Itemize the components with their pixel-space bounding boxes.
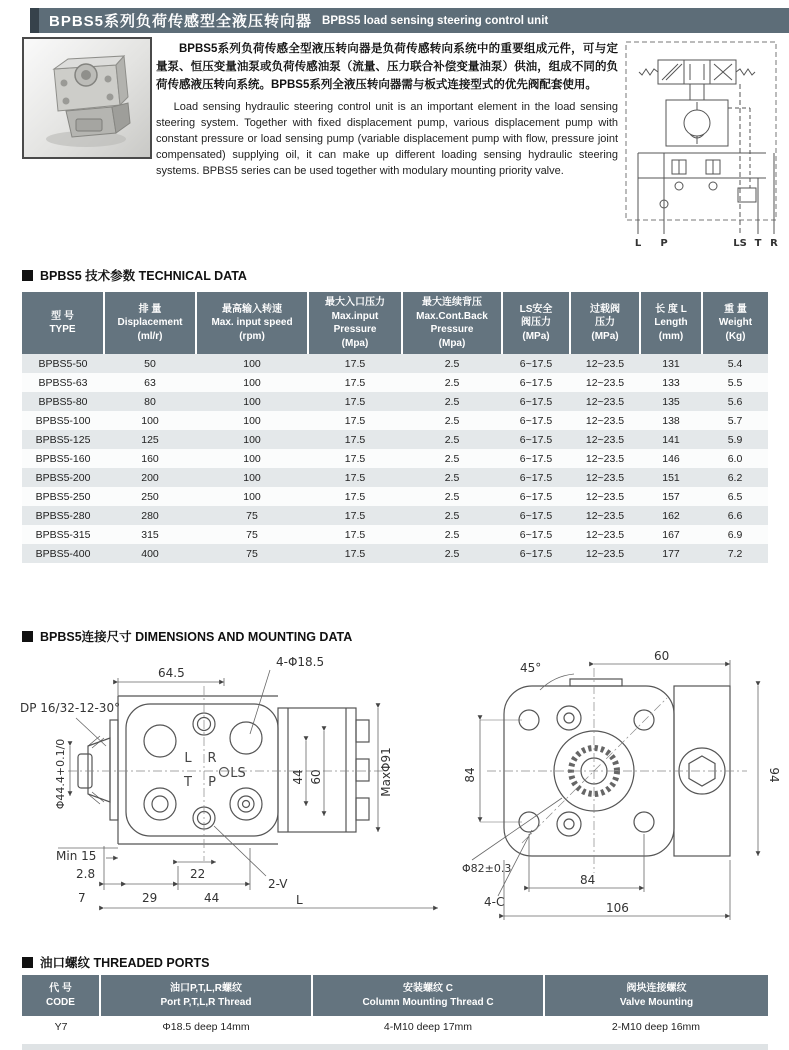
dim-84-bottom: 84 [580, 873, 596, 887]
table-cell: 75 [246, 528, 258, 541]
table-cell: BPBS5-200 [35, 471, 91, 484]
table-cell: 400 [141, 547, 159, 560]
table-cell: 6.0 [727, 452, 743, 465]
column-header: 油口P,T,L,R螺纹 Port P,T,L,R Thread [100, 975, 312, 1016]
dim-L: L [296, 893, 303, 907]
dim-22: 22 [190, 867, 206, 881]
table-row [22, 1044, 768, 1050]
table-cell: 100 [243, 433, 261, 446]
dim-4-holes: 4-Φ18.5 [276, 655, 325, 669]
table-cell: 100 [141, 414, 159, 427]
table-cell: 75 [246, 547, 258, 560]
column-header: 最高输入转速 Max. input speed (rpm) [196, 292, 308, 354]
table-cell: 6~17.5 [519, 433, 553, 446]
table-cell: BPBS5-63 [38, 376, 88, 389]
column-header: 过载阀 压力 (MPa) [570, 292, 640, 354]
column-header: 代 号 CODE [22, 975, 100, 1016]
table-row [22, 487, 768, 506]
table-cell: 17.5 [344, 547, 366, 560]
table-row [22, 506, 768, 525]
table-cell: 315 [141, 528, 159, 541]
table-cell: 6.6 [727, 509, 743, 522]
table-cell: 200 [141, 471, 159, 484]
table-cell: 100 [243, 414, 261, 427]
dim-44-vert: 44 [291, 769, 305, 785]
table-cell: 131 [662, 357, 680, 370]
table-cell: 6~17.5 [519, 452, 553, 465]
port-label-l: L [184, 751, 192, 766]
section-dimensions-title: BPBS5连接尺寸 DIMENSIONS AND MOUNTING DATA [40, 630, 353, 644]
column-header: 安装螺纹 C Column Mounting Thread C [312, 975, 544, 1016]
ports-header-row [22, 975, 768, 1016]
table-cell: 6.5 [727, 490, 743, 503]
table-cell: 5.6 [727, 395, 743, 408]
table-cell: 2.5 [444, 414, 460, 427]
port-label-p: P [208, 775, 216, 790]
dim-4-c: 4-C [484, 895, 505, 909]
table-cell: 17.5 [344, 357, 366, 370]
table-cell: 100 [243, 395, 261, 408]
table-cell: 151 [662, 471, 680, 484]
technical-body [22, 354, 768, 563]
table-cell: 5.9 [727, 433, 743, 446]
table-cell: 75 [246, 509, 258, 522]
section-marker-icon [22, 270, 33, 281]
table-row [22, 449, 768, 468]
table-cell: 2.5 [444, 452, 460, 465]
section-dimensions [22, 627, 352, 645]
dim-dia44: Φ44.4+0.1/0 [54, 738, 67, 810]
description-en: Load sensing hydraulic steering control unit is an important element in the load sensing steering system. Together with fixed displacement pump, various displacement pump with constant pressure or load sensing pump (variable displacement pump with flow, pressure joint compensated) supplying oil, it can make up different loading sensing hydraulic steering systems. BPBS5 series can be used together with modulary mounting priority valve. [156, 101, 618, 178]
dim-spline-spec: DP 16/32-12-30° [20, 701, 121, 715]
column-header: LS安全 阀压力 (MPa) [502, 292, 570, 354]
table-cell: 2.5 [444, 376, 460, 389]
table-cell: 6~17.5 [519, 414, 553, 427]
column-header: 型 号 TYPE [22, 292, 104, 354]
dim-max-dia91: MaxΦ91 [379, 747, 393, 797]
port-label-t: T [184, 775, 192, 790]
table-cell: 12~23.5 [585, 452, 625, 465]
dimension-drawing-front [462, 648, 786, 944]
table-cell: 6.2 [727, 471, 743, 484]
dim-45deg: 45° [520, 661, 542, 675]
table-cell: 12~23.5 [585, 490, 625, 503]
table-cell: 6~17.5 [519, 547, 553, 560]
column-header: 最大连续背压 Max.Cont.Back Pressure (Mpa) [402, 292, 502, 354]
dim-44-bottom: 44 [204, 891, 220, 905]
table-cell: 12~23.5 [585, 528, 625, 541]
dim-106: 106 [606, 901, 629, 915]
table-cell: 17.5 [344, 452, 366, 465]
technical-data-table [22, 292, 768, 563]
table-cell: 12~23.5 [585, 509, 625, 522]
table-cell: 12~23.5 [585, 357, 625, 370]
table-row [22, 392, 768, 411]
table-cell: 17.5 [344, 433, 366, 446]
table-row [22, 411, 768, 430]
column-header: 排 量 Displacement (ml/r) [104, 292, 196, 354]
dim-60: 60 [654, 649, 670, 663]
page-title [30, 8, 789, 33]
table-cell: BPBS5-250 [35, 490, 91, 503]
table-row [22, 354, 768, 373]
section-marker-icon [22, 631, 33, 642]
dim-94: 94 [767, 767, 781, 783]
table-cell: 6.9 [727, 528, 743, 541]
table-cell: BPBS5-400 [35, 547, 91, 560]
table-cell: 2-M10 deep 16mm [611, 1021, 701, 1033]
table-cell: 2.5 [444, 528, 460, 541]
page-title-zh: BPBS5系列负荷传感型全液压转向器 [49, 13, 313, 30]
table-cell: 12~23.5 [585, 433, 625, 446]
table-cell: 12~23.5 [585, 547, 625, 560]
table-row [22, 468, 768, 487]
dimension-drawing-side [18, 646, 462, 942]
table-cell: 6~17.5 [519, 490, 553, 503]
table-cell: 280 [141, 509, 159, 522]
dim-2-8: 2.8 [76, 867, 96, 881]
schematic-port-t: T [754, 238, 762, 248]
table-cell: 17.5 [344, 395, 366, 408]
table-cell: 138 [662, 414, 680, 427]
table-cell: 2.5 [444, 490, 460, 503]
section-ports-title: 油口螺纹 THREADED PORTS [40, 956, 210, 970]
table-cell: BPBS5-50 [38, 357, 88, 370]
dim-2-v: 2-V [268, 877, 288, 891]
steering-unit-image [24, 39, 146, 153]
table-cell: 146 [662, 452, 680, 465]
section-technical-title: BPBS5 技术参数 TECHNICAL DATA [40, 269, 247, 283]
technical-header-row [22, 292, 768, 354]
column-header: 阀块连接螺纹 Valve Mounting [544, 975, 768, 1016]
hydraulic-circuit-diagram [620, 38, 784, 248]
table-cell: 135 [662, 395, 680, 408]
table-cell: 100 [243, 471, 261, 484]
table-cell: 4-M10 deep 17mm [383, 1021, 473, 1033]
column-header: 重 量 Weight (Kg) [702, 292, 768, 354]
table-cell: 2.5 [444, 395, 460, 408]
table-cell: BPBS5-80 [38, 395, 88, 408]
port-label-r: R [207, 751, 217, 766]
table-cell: 133 [662, 376, 680, 389]
table-cell: 12~23.5 [585, 471, 625, 484]
table-cell: 80 [144, 395, 156, 408]
schematic-port-r: R [770, 238, 778, 248]
table-cell: 12~23.5 [585, 395, 625, 408]
table-cell: 12~23.5 [585, 376, 625, 389]
table-cell: 17.5 [344, 490, 366, 503]
table-cell: 160 [141, 452, 159, 465]
ports-body [22, 1016, 768, 1038]
description [156, 41, 618, 180]
schematic-port-l: L [634, 238, 642, 248]
dim-7: 7 [78, 891, 86, 905]
table-cell: 50 [144, 357, 156, 370]
table-cell: 7.2 [727, 547, 743, 560]
dim-84-left: 84 [463, 767, 477, 783]
table-cell: 5.4 [727, 357, 743, 370]
table-cell: 17.5 [344, 376, 366, 389]
table-row [22, 373, 768, 392]
table-cell: 2.5 [444, 433, 460, 446]
table-cell: BPBS5-280 [35, 509, 91, 522]
table-cell: 5.5 [727, 376, 743, 389]
table-row [22, 1016, 768, 1038]
column-header: 长 度 L Length (mm) [640, 292, 702, 354]
table-cell: BPBS5-160 [35, 452, 91, 465]
table-cell: 162 [662, 509, 680, 522]
table-cell: BPBS5-315 [35, 528, 91, 541]
table-cell: 2.5 [444, 509, 460, 522]
table-cell: 12~23.5 [585, 414, 625, 427]
table-cell: 2.5 [444, 357, 460, 370]
table-cell: 6~17.5 [519, 509, 553, 522]
product-photo [22, 37, 152, 159]
table-cell: 2.5 [444, 547, 460, 560]
table-cell: 5.7 [727, 414, 743, 427]
table-cell: Φ18.5 deep 14mm [162, 1021, 250, 1033]
column-header: 最大入口压力 Max.input Pressure (Mpa) [308, 292, 402, 354]
table-cell: 100 [243, 490, 261, 503]
table-cell: 177 [662, 547, 680, 560]
table-cell: 6~17.5 [519, 528, 553, 541]
table-row [22, 430, 768, 449]
section-marker-icon [22, 957, 33, 968]
section-threaded-ports [22, 953, 209, 971]
dim-min15: Min 15 [56, 849, 97, 863]
schematic-port-p: P [660, 238, 668, 248]
table-cell: 6~17.5 [519, 357, 553, 370]
table-cell: Y7 [54, 1021, 68, 1033]
table-cell: 167 [662, 528, 680, 541]
section-technical-data [22, 266, 247, 284]
table-cell: 63 [144, 376, 156, 389]
table-cell: 250 [141, 490, 159, 503]
table-cell: BPBS5-100 [35, 414, 91, 427]
port-label-ls: LS [230, 766, 246, 781]
table-cell: 6~17.5 [519, 471, 553, 484]
table-cell: BPBS5-125 [35, 433, 91, 446]
dim-60-vert: 60 [309, 769, 323, 785]
description-zh: BPBS5系列负荷传感全型液压转向器是负荷传感转向系统中的重要组成元件，可与定量泵、恒压变量油泵或负荷传感油泵（流量、压力联合补偿变量油泵）供油，组成不同的负荷传感液压转向系统。BPBS5系列全液压转向器需与板式连接型式的优先阀配套使用。 [156, 43, 618, 91]
table-cell: 2.5 [444, 471, 460, 484]
table-row [22, 544, 768, 563]
threaded-ports-table [22, 975, 768, 1038]
schematic-port-ls: LS [733, 238, 747, 248]
dim-dia82: Φ82±0.3 [462, 862, 512, 875]
table-cell: 17.5 [344, 528, 366, 541]
table-cell: 141 [662, 433, 680, 446]
table-cell: 6~17.5 [519, 376, 553, 389]
table-cell: 125 [141, 433, 159, 446]
table-cell: 100 [243, 376, 261, 389]
dim-29: 29 [142, 891, 158, 905]
table-cell: 17.5 [344, 471, 366, 484]
page-title-en: BPBS5 load sensing steering control unit [322, 14, 549, 27]
table-cell: 157 [662, 490, 680, 503]
table-cell: 17.5 [344, 509, 366, 522]
table-cell: 17.5 [344, 414, 366, 427]
table-cell: 100 [243, 357, 261, 370]
table-row [22, 525, 768, 544]
dim-64-5: 64.5 [158, 666, 185, 680]
table-cell: 6~17.5 [519, 395, 553, 408]
table-cell: 100 [243, 452, 261, 465]
